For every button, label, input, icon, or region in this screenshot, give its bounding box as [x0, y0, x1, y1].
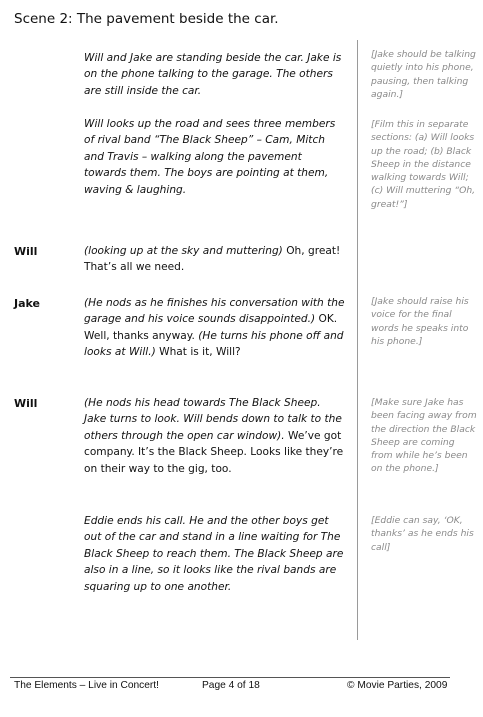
- dialogue-line-2: [84, 295, 346, 361]
- note-3: [Jake should raise his voice for the final words he speaks into his phone.]: [371, 296, 469, 347]
- direction-text-after: (He turns his phone off and looks at Will.): [84, 329, 344, 359]
- note-2: [Film this in separate sections: (a) Will looks up the road; (b) Black Sheep in the distance walking towards Will; (c) Will muttering “Oh, great!”]: [371, 119, 476, 210]
- speaker-will-2: Will: [14, 397, 38, 410]
- stage-direction-1: Will and Jake are standing beside the car. Jake is on the phone talking to the garage. The others are still inside the car.: [84, 52, 342, 97]
- direction-text: (He nods as he finishes his conversation with the garage and his voice sounds disappointed.): [84, 297, 345, 326]
- spoken-text: OK. Well, thanks anyway.: [84, 313, 338, 342]
- spoken-text: Oh, great! That’s all we need.: [84, 245, 341, 274]
- notes-divider: [357, 40, 358, 640]
- note-1: [Jake should be talking quietly into his phone, pausing, then talking again.]: [371, 49, 476, 100]
- direction-text: (He nods his head towards The Black Sheep. Jake turns to look. Will bends down to talk to the others through the open car window).: [84, 397, 342, 442]
- direction-text: (looking up at the sky and muttering): [84, 245, 283, 257]
- page-number: Page 4 of 18: [202, 680, 260, 691]
- note-5: [Eddie can say, ‘OK, thanks’ as he ends his call]: [371, 515, 474, 553]
- spoken-text: We’ve got company. It’s the Black Sheep. Looks like they’re on their way to the gig, too.: [84, 429, 344, 475]
- stage-direction-3: Eddie ends his call. He and the other boys get out of the car and stand in a line waiting for The Black Sheep to reach them. The Black Sheep are also in a line, so it looks like the rival bands are squaring up to one another.: [84, 515, 344, 593]
- scene-title: Scene 2: The pavement beside the car.: [14, 11, 279, 27]
- spoken-text-after: What is it, Will?: [155, 346, 241, 359]
- dialogue-line-1: [84, 243, 346, 276]
- stage-direction-2: Will looks up the road and sees three members of rival band “The Black Sheep” – Cam, Mitch and Travis – walking along the pavement towards them. The boys are pointing at them, waving & laughing.: [84, 118, 336, 196]
- note-4: [Make sure Jake has been facing away from the direction the Black Sheep are coming from while he’s been on the phone.]: [371, 397, 477, 475]
- copyright: © Movie Parties, 2009: [347, 680, 448, 691]
- speaker-will-1: Will: [14, 245, 38, 258]
- footer-title: The Elements – Live in Concert!: [14, 680, 159, 691]
- footer-rule: [10, 677, 450, 678]
- dialogue-line-3: [84, 395, 346, 477]
- speaker-jake: Jake: [14, 297, 40, 310]
